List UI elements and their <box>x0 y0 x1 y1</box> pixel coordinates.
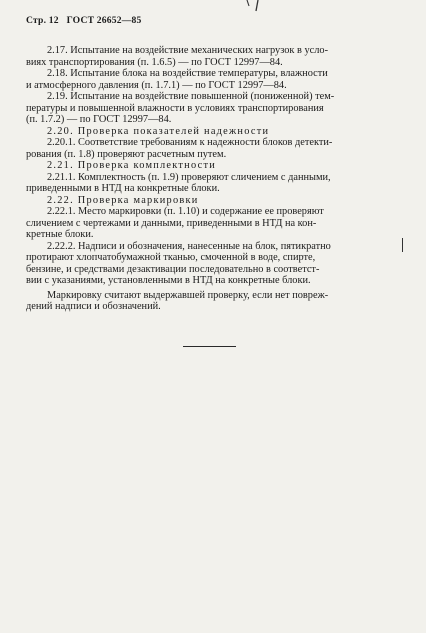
text-line: 2.22.1. Место маркировки (п. 1.10) и содержание ее проверяют <box>47 206 324 217</box>
document-body <box>26 45 398 313</box>
paragraph-final <box>26 290 398 313</box>
text-line: Маркировку считают выдержавшей проверку, если нет повреж- <box>47 289 329 301</box>
paragraph-2-22-1 <box>26 206 398 241</box>
text-line: 2.18. Испытание блока на воздействие температуры, влажности <box>47 68 328 79</box>
text-line: и атмосферного давления (п. 1.7.1) — по ГОСТ 12997—84. <box>26 79 287 91</box>
paragraph-2-19 <box>26 91 398 126</box>
paragraph-2-20-1 <box>26 137 398 160</box>
text-line: протирают хлопчатобумажной тканью, смоченной в воде, спирте, <box>26 252 316 263</box>
heading-line: 2.20. Проверка показателей надежности <box>47 125 270 137</box>
text-line: 2.20.1. Соответствие требованиям к надежности блоков детекти- <box>47 137 333 148</box>
margin-mark-decoration <box>401 238 404 252</box>
section-heading-2-22 <box>26 195 398 207</box>
text-line: вии с указаниями, установленными в НТД на конкретные блоки. <box>26 275 311 286</box>
page-header <box>26 15 142 26</box>
text-line: 2.22.2. Надписи и обозначения, нанесенные на блок, пятикратно <box>47 240 331 252</box>
text-line: кретные блоки. <box>26 229 94 240</box>
paragraph-2-17 <box>26 45 398 68</box>
text-line: приведенными в НТД на конкретные блоки. <box>26 183 220 194</box>
text-line: 2.19. Испытание на воздействие повышенной (пониженной) тем- <box>47 91 335 102</box>
text-line: (п. 1.7.2) — по ГОСТ 12997—84. <box>26 114 172 125</box>
text-line: бензине, и средствами дезактивации последовательно в соответст- <box>26 263 320 275</box>
standard-number: ГОСТ 26652—85 <box>66 15 142 26</box>
section-heading-2-21 <box>26 160 398 172</box>
heading-line: 2.21. Проверка комплектности <box>47 160 217 171</box>
text-line: 2.21.1. Комплектность (п. 1.9) проверяют сличением с данными, <box>47 171 331 183</box>
paragraph-2-18 <box>26 68 398 91</box>
text-line: рования (п. 1.8) проверяют расчетным путем. <box>26 148 227 160</box>
page-number-label: Стр. 12 <box>26 15 59 26</box>
paragraph-2-21-1 <box>26 172 398 195</box>
end-divider <box>183 346 236 347</box>
text-line: сличением с чертежами и данными, приведенными в НТД на кон- <box>26 217 317 229</box>
paragraph-2-22-2 <box>26 241 398 287</box>
text-line: пературы и повышенной влажности в условиях транспортирования <box>26 102 324 114</box>
scan-mark-decoration <box>243 0 265 14</box>
heading-line: 2.22. Проверка маркировки <box>47 194 199 206</box>
text-line: виях транспортирования (п. 1.6.5) — по ГОСТ 12997—84. <box>26 56 283 68</box>
text-line: 2.17. Испытание на воздействие механических нагрузок в усло- <box>47 45 329 56</box>
text-line: дений надписи и обозначений. <box>26 301 161 312</box>
section-heading-2-20 <box>26 126 398 138</box>
